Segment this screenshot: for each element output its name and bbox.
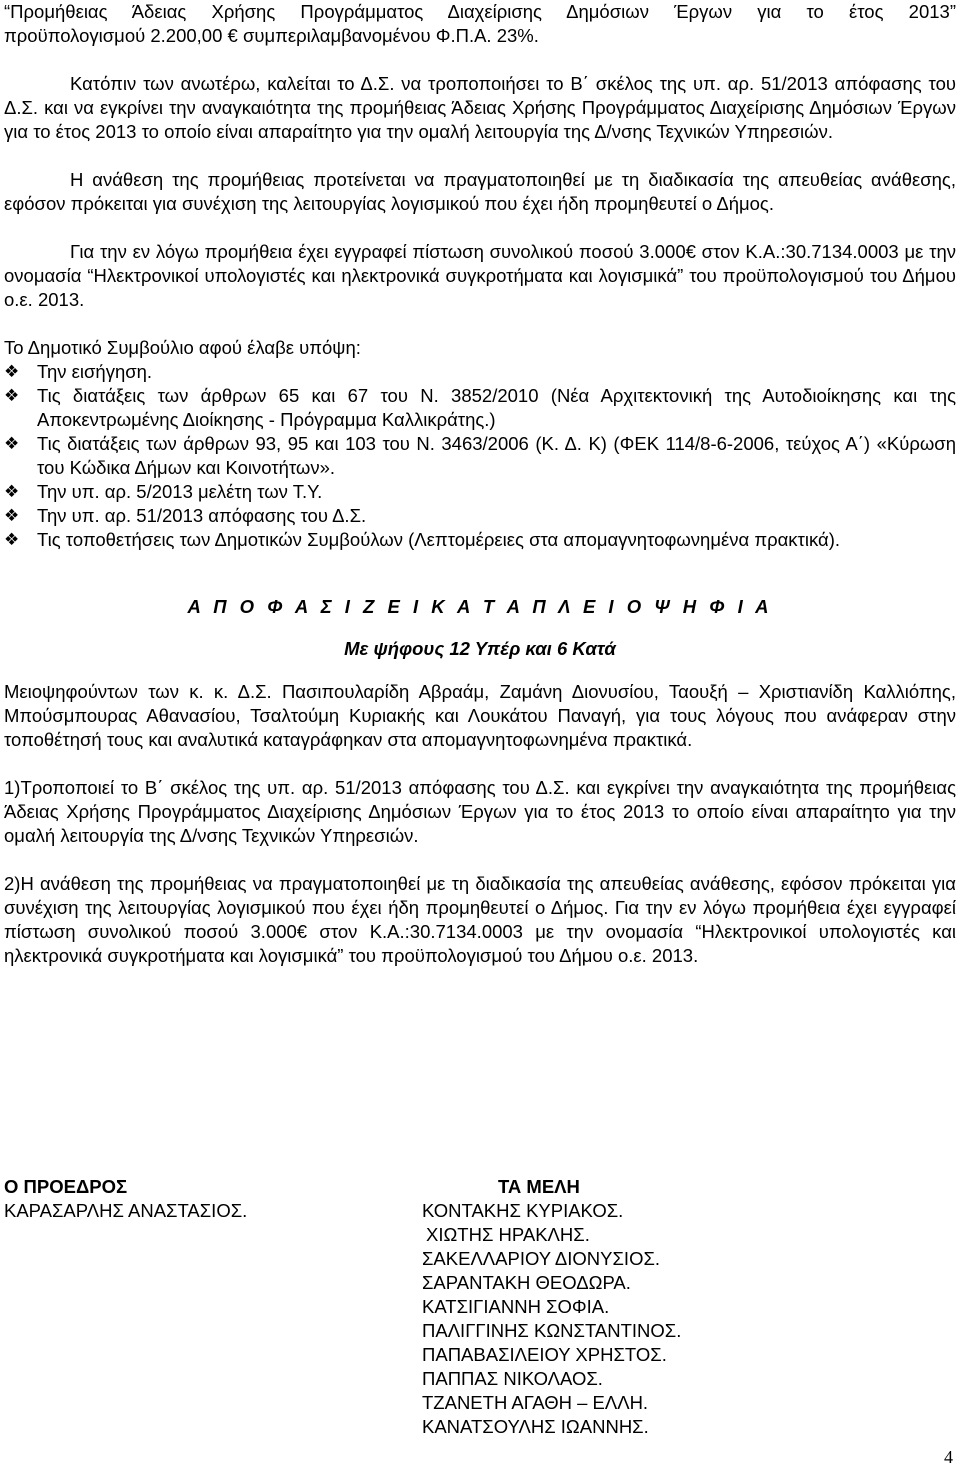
member-name: ΚΑΤΣΙΓΙΑΝΝΗ ΣΟΦΙΑ. [422, 1296, 610, 1317]
member-name: ΚΟΝΤΑΚΗΣ ΚΥΡΙΑΚΟΣ. [422, 1200, 624, 1221]
member-name: ΣΑΚΕΛΛΑΡΙΟΥ ΔΙΟΝΥΣΙΟΣ. [422, 1248, 661, 1269]
paragraph-proposal: Κατόπιν των ανωτέρω, καλείται το Δ.Σ. να τροποποιήσει το Β΄ σκέλος της υπ. αρ. 51/2013 απόφασης του Δ.Σ. και να εγκρίνει την αναγκαιότητα της προμήθειας Άδειας Χρήσης Προγράμματος Διαχείρισης Δημόσιων Έργων για το έτος 2013 το οποίο είναι απαραίτητο για την ομαλή λειτουργία της Δ/νσης Τεχνικών Υπηρεσιών. [4, 73, 956, 142]
member-name: ΧΙΩΤΗΣ ΗΡΑΚΛΗΣ. [426, 1224, 590, 1245]
member-name: ΣΑΡΑΝΤΑΚΗ ΘΕΟΔΩΡΑ. [422, 1272, 631, 1293]
consideration-item: ❖ Την υπ. αρ. 51/2013 απόφασης του Δ.Σ. [4, 505, 367, 526]
minority-paragraph: Μειοψηφούντων των κ. κ. Δ.Σ. Πασιπουλαρίδη Αβραάμ, Ζαμάνη Διονυσίου, Ταουξή – Χριστιανίδη Καλλιόπης, Μπούσμπουρας Αθανασίου, Τσαλτούμη Κυριακής και Λουκάτου Παναγή, για τους λόγους που ανάφεραν στην τοποθέτησή τους και αναλυτικά καταγράφηκαν στα απομαγνητοφωνημένα πρακτικά. [4, 680, 956, 750]
top-paragraph-line-2: προϋπολογισμού 2.200,00 € συμπεριλαμβανομένου Φ.Π.Α. 23%. [4, 25, 539, 46]
decision-item-2: 2)Η ανάθεση της προμήθειας να πραγματοποιηθεί με τη διαδικασία της απευθείας ανάθεσης, εφόσον πρόκειται για συνέχιση της λειτουργίας λογισμικού που έχει ήδη προμηθευτεί ο Δήμος. Για την εν λόγω προμήθεια έχει εγγραφεί πίστωση συνολικού ποσού 3.000€ στον Κ.Α.:30.7134.0003 με την ονομασία “Ηλεκτρονικοί υπολογιστές και ηλεκτρονικά συγκροτήματα και λογισμικά” του προϋπολογισμού του Δήμου ο.ε. 2013. [4, 872, 956, 966]
paragraph-credit: Για την εν λόγω προμήθεια έχει εγγραφεί πίστωση συνολικού ποσού 3.000€ στον Κ.Α.:30.7134.0003 με την ονομασία “Ηλεκτρονικοί υπολογιστές και ηλεκτρονικά συγκροτήματα και λογισμικά” του προϋπολογισμού του Δήμου ο.ε. 2013. [4, 241, 956, 310]
diamond-bullet-icon: ❖ [4, 530, 20, 550]
consideration-item: ❖ Την εισήγηση. [4, 361, 153, 382]
member-name: ΤΖΑΝΕΤΗ ΑΓΑΘΗ – ΕΛΛΗ. [422, 1392, 649, 1413]
decision-item-1: 1)Τροποποιεί το Β΄ σκέλος της υπ. αρ. 51/2013 απόφασης του Δ.Σ. και εγκρίνει την αναγκαιότητα της προμήθειας Άδειας Χρήσης Προγράμματος Διαχείρισης Δημόσιων Έργων για το έτος 2013 το οποίο είναι απαραίτητο για την ομαλή λειτουργία της Δ/νσης Τεχνικών Υπηρεσιών. [4, 776, 956, 846]
president-name: ΚΑΡΑΣΑΡΛΗΣ ΑΝΑΣΤΑΣΙΟΣ. [4, 1200, 248, 1221]
diamond-bullet-icon: ❖ [4, 386, 20, 406]
members-heading: ΤΑ ΜΕΛΗ [498, 1176, 580, 1197]
member-name: ΚΑΝΑΤΣΟΥΛΗΣ ΙΩΑΝΝΗΣ. [422, 1416, 649, 1437]
members-signatures [422, 1175, 822, 1439]
diamond-bullet-icon: ❖ [4, 362, 20, 382]
decision-title: Α Π Ο Φ Α Σ Ι Ζ Ε Ι Κ Α Τ Α Π Λ Ε Ι Ο Ψ Η Φ Ι Α [187, 595, 773, 617]
member-name: ΠΑΠΠΑΣ ΝΙΚΟΛΑΟΣ. [422, 1368, 603, 1389]
council-intro: Το Δημοτικό Συμβούλιο αφού έλαβε υπόψη: [4, 337, 361, 358]
signatures-block [4, 1175, 956, 1435]
consideration-item: ❖ Την υπ. αρ. 5/2013 μελέτη των Τ.Υ. [4, 481, 323, 502]
consideration-item: ❖ Τις διατάξεις των άρθρων 93, 95 και 103 του Ν. 3463/2006 (Κ. Δ. Κ) (ΦΕΚ 114/8-6-2006, τεύχος Α΄) «Κύρωση του Κώδικα Δήμων και Κοινοτήτων». [4, 433, 956, 478]
president-signature [4, 1175, 424, 1223]
considerations-list [4, 360, 956, 552]
diamond-bullet-icon: ❖ [4, 506, 20, 526]
consideration-item: ❖ Τις διατάξεις των άρθρων 65 και 67 του Ν. 3852/2010 (Νέα Αρχιτεκτονική της Αυτοδιοίκησης και της Αποκεντρωμένης Διοίκησης - Πρόγραμμα Καλλικράτης.) [4, 385, 956, 430]
top-paragraph-line-1: “Προμήθειας Άδειας Χρήσης Προγράμματος Διαχείρισης Δημόσιων Έργων για το έτος 2013” [4, 1, 956, 22]
member-name: ΠΑΠΑΒΑΣΙΛΕΙΟΥ ΧΡΗΣΤΟΣ. [422, 1344, 667, 1365]
consideration-item: ❖ Τις τοποθετήσεις των Δημοτικών Συμβούλων (Λεπτομέρειες στα απομαγνητοφωνημένα πρακτικά). [4, 529, 840, 550]
decision-votes: Με ψήφους 12 Υπέρ και 6 Κατά [344, 638, 616, 659]
member-name: ΠΑΛΙΓΓΙΝΗΣ ΚΩΝΣΤΑΝΤΙΝΟΣ. [422, 1320, 682, 1341]
document-page [4, 0, 956, 1470]
page-number: 4 [944, 1447, 953, 1467]
president-heading: Ο ΠΡΟΕΔΡΟΣ [4, 1176, 128, 1197]
diamond-bullet-icon: ❖ [4, 482, 20, 502]
paragraph-assignment: Η ανάθεση της προμήθειας προτείνεται να πραγματοποιηθεί με τη διαδικασία της απευθείας ανάθεσης, εφόσον πρόκειται για συνέχιση της λειτουργίας λογισμικού που έχει ήδη προμηθευτεί ο Δήμος. [4, 169, 956, 214]
diamond-bullet-icon: ❖ [4, 434, 20, 454]
